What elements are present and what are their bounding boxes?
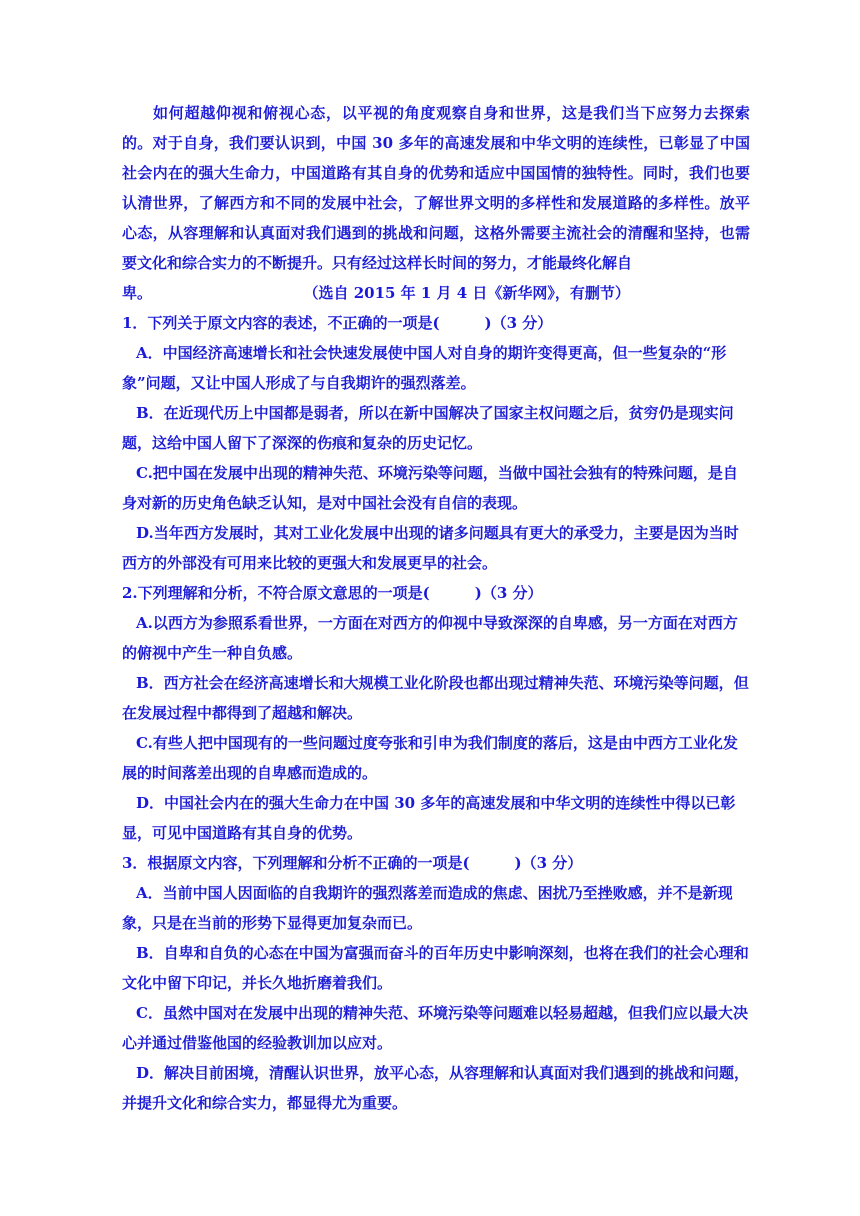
option-c <box>122 728 750 788</box>
option-c <box>122 458 750 518</box>
passage-line: 如何超越仰视和俯视心态，以平视的角度观察自身和世界，这是我们当下应努力去探索 <box>153 104 750 122</box>
option-a <box>122 878 750 938</box>
option-text: B．在近现代历上中国都是弱者，所以在新中国解决了国家主权问题之后，贫穷仍是现实问 <box>136 404 734 422</box>
passage-paragraph <box>122 98 750 278</box>
option-text: A.以西方为参照系看世界，一方面在对西方的仰视中导致深深的自卑感，另一方面在对西 <box>136 614 723 632</box>
option-text: B．西方社会在经济高速增长和大规模工业化阶段也都出现过精神失范、环境污染等问题， <box>136 674 734 692</box>
option-text: C.把中国在发展中出现的精神失范、环境污染等问题，当做中国社会独有的特殊问题，是 <box>136 464 723 482</box>
option-text: 并提升文化和综合实力，都显得尤为重要。 <box>122 1094 408 1112</box>
passage-line: 也需要文化和综合实力的不断提升。只有经过这样长时间的努力，才能最终化解自 <box>122 224 750 272</box>
option-a <box>122 608 750 668</box>
option-text: 显，可见中国道路有其自身的优势。 <box>122 824 363 842</box>
option-text: 象”问题，又让中国人形成了与自我期许的强烈落差。 <box>122 374 476 392</box>
option-text: C.有些人把中国现有的一些问题过度夸张和引申为我们制度的落后，这是由中西方工业化 <box>136 734 723 752</box>
option-text: 时西方的外部没有可用来比较的更强大和发展更早的社会。 <box>122 524 739 572</box>
passage-line: 的。对于自身，我们要认识到，中国 30 多年的高速发展和中华文明的连续性，已彰显了中国 <box>122 134 750 152</box>
option-c <box>122 998 750 1058</box>
option-text: 决心并通过借鉴他国的经验教训加以应对。 <box>122 1004 748 1052</box>
question-3 <box>122 848 750 1118</box>
passage-line: 要认清世界，了解西方和不同的发展中社会，了解世界文明的多样性和发展道路的多样性。 <box>122 164 750 212</box>
passage-line: 社会内在的强大生命力，中国道路有其自身的优势和适应中国国情的独特性。同时，我们也 <box>122 164 735 182</box>
option-b <box>122 398 750 458</box>
question-stem: 3．根据原文内容，下列理解和分析不正确的一项是( )（3 分） <box>122 854 583 872</box>
question-stem: 1．下列关于原文内容的表述，不正确的一项是( )（3 分） <box>122 314 553 332</box>
passage-source: （选自 2015 年 1 月 4 日《新华网》，有删节） <box>303 284 630 302</box>
option-text: C．虽然中国对在发展中出现的精神失范、环境污染等问题难以轻易超越，但我们应以最大 <box>136 1004 733 1022</box>
option-text: 和文化中留下印记，并长久地折磨着我们。 <box>122 944 749 992</box>
option-text: 发展的时间落差出现的自卑感而造成的。 <box>122 734 738 782</box>
option-text: D．解决目前困境，清醒认识世界，放平心态，从容理解和认真面对我们遇到的挑战和问题， <box>136 1064 750 1082</box>
reading-passage <box>122 98 750 308</box>
option-text: 方的俯视中产生一种自负感。 <box>122 614 738 662</box>
option-d <box>122 1058 750 1118</box>
passage-last-word: 卑。 <box>122 284 153 302</box>
option-b <box>122 938 750 998</box>
option-text: A．当前中国人因面临的自我期许的强烈落差而造成的焦虑、困扰乃至挫败感，并不是新现 <box>136 884 733 902</box>
question-stem: 2.下列理解和分析，不符合原文意思的一项是( )（3 分） <box>122 584 543 602</box>
option-text: 自身对新的历史角色缺乏认知，是对中国社会没有自信的表现。 <box>122 464 738 512</box>
question-2 <box>122 578 750 848</box>
passage-line: 放平心态，从容理解和认真面对我们遇到的挑战和问题，这格外需要主流社会的清醒和坚持， <box>122 194 750 242</box>
option-d <box>122 518 750 578</box>
passage-source-line <box>122 278 750 308</box>
option-d <box>122 788 750 848</box>
option-text: D．中国社会内在的强大生命力在中国 30 多年的高速发展和中华文明的连续性中得以已彰 <box>136 794 736 812</box>
option-text: B．自卑和自负的心态在中国为富强而奋斗的百年历史中影响深刻，也将在我们的社会心理 <box>136 944 734 962</box>
option-text: D.当年西方发展时，其对工业化发展中出现的诸多问题具有更大的承受力，主要是因为当 <box>136 524 724 542</box>
option-b <box>122 668 750 728</box>
option-text: 但在发展过程中都得到了超越和解决。 <box>122 674 749 722</box>
question-1 <box>122 308 750 578</box>
option-a <box>122 338 750 398</box>
option-text: A．中国经济高速增长和社会快速发展使中国人对自身的期许变得更高，但一些复杂的“形 <box>136 344 727 362</box>
option-text: 题，这给中国人留下了深深的伤痕和复杂的历史记忆。 <box>122 434 483 452</box>
option-text: 象，只是在当前的形势下显得更加复杂而已。 <box>122 914 423 932</box>
